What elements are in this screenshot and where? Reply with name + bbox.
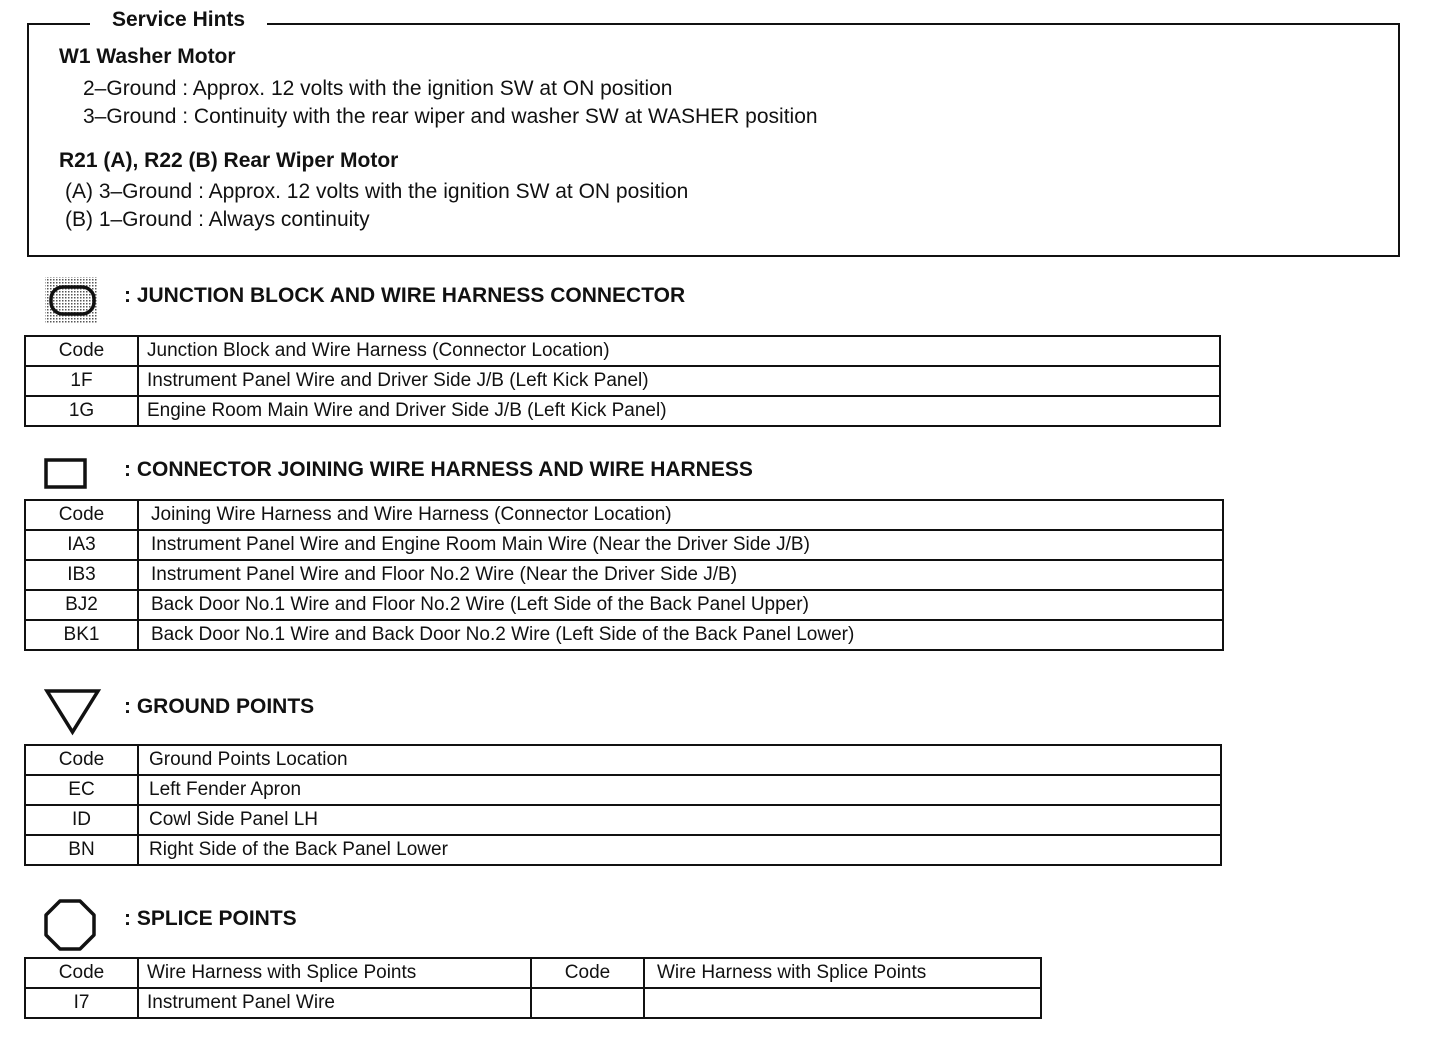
desc-cell: Instrument Panel Wire and Floor No.2 Wire (Near the Driver Side J/B) bbox=[138, 560, 1223, 590]
code-cell: ID bbox=[25, 805, 138, 835]
table-row bbox=[25, 775, 1221, 805]
connector-table bbox=[24, 499, 1224, 651]
desc-header: Joining Wire Harness and Wire Harness (Connector Location) bbox=[138, 500, 1223, 530]
code-header: Code bbox=[25, 745, 138, 775]
code-cell: EC bbox=[25, 775, 138, 805]
desc-cell: Back Door No.1 Wire and Back Door No.2 Wire (Left Side of the Back Panel Lower) bbox=[138, 620, 1223, 650]
junction-section-title: : JUNCTION BLOCK AND WIRE HARNESS CONNECTOR bbox=[124, 284, 686, 307]
table-row bbox=[25, 530, 1223, 560]
table-header-row bbox=[25, 958, 1041, 988]
table-header-row bbox=[25, 336, 1220, 366]
w1-heading: W1 Washer Motor bbox=[59, 45, 236, 68]
table-row bbox=[25, 835, 1221, 865]
desc-cell bbox=[644, 988, 1041, 1018]
desc-cell: Left Fender Apron bbox=[138, 775, 1221, 805]
code-cell: IA3 bbox=[25, 530, 138, 560]
desc-header: Ground Points Location bbox=[138, 745, 1221, 775]
code-cell: I7 bbox=[25, 988, 138, 1018]
splice-table bbox=[24, 957, 1042, 1019]
table-row bbox=[25, 560, 1223, 590]
desc-cell: Instrument Panel Wire and Driver Side J/B (Left Kick Panel) bbox=[138, 366, 1220, 396]
code-cell: BJ2 bbox=[25, 590, 138, 620]
code-cell: BN bbox=[25, 835, 138, 865]
splice-octagon-icon bbox=[43, 898, 97, 952]
w1-line-2: 3–Ground : Continuity with the rear wiper and washer SW at WASHER position bbox=[83, 105, 818, 128]
code-cell: IB3 bbox=[25, 560, 138, 590]
r21-line-1: (A) 3–Ground : Approx. 12 volts with the ignition SW at ON position bbox=[65, 180, 689, 203]
desc-cell: Engine Room Main Wire and Driver Side J/B (Left Kick Panel) bbox=[138, 396, 1220, 426]
r21-line-2: (B) 1–Ground : Always continuity bbox=[65, 208, 370, 231]
ground-triangle-icon bbox=[44, 688, 102, 736]
desc-cell: Right Side of the Back Panel Lower bbox=[138, 835, 1221, 865]
code-header: Code bbox=[531, 958, 644, 988]
ground-section-title: : GROUND POINTS bbox=[124, 695, 315, 718]
desc-header: Wire Harness with Splice Points bbox=[644, 958, 1041, 988]
desc-cell: Cowl Side Panel LH bbox=[138, 805, 1221, 835]
code-header: Code bbox=[25, 958, 138, 988]
desc-cell: Back Door No.1 Wire and Floor No.2 Wire (Left Side of the Back Panel Upper) bbox=[138, 590, 1223, 620]
junction-table bbox=[24, 335, 1221, 427]
code-cell bbox=[531, 988, 644, 1018]
table-row bbox=[25, 988, 1041, 1018]
ground-table bbox=[24, 744, 1222, 866]
table-row bbox=[25, 366, 1220, 396]
code-cell: BK1 bbox=[25, 620, 138, 650]
table-row bbox=[25, 805, 1221, 835]
code-cell: 1G bbox=[25, 396, 138, 426]
code-header: Code bbox=[25, 500, 138, 530]
connector-square-icon bbox=[44, 458, 88, 490]
code-header: Code bbox=[25, 336, 138, 366]
splice-section-title: : SPLICE POINTS bbox=[124, 907, 297, 930]
table-row bbox=[25, 590, 1223, 620]
desc-header: Junction Block and Wire Harness (Connector Location) bbox=[138, 336, 1220, 366]
table-row bbox=[25, 620, 1223, 650]
table-header-row bbox=[25, 745, 1221, 775]
connector-section-title: : CONNECTOR JOINING WIRE HARNESS AND WIRE HARNESS bbox=[124, 458, 753, 481]
r21-heading: R21 (A), R22 (B) Rear Wiper Motor bbox=[59, 149, 399, 172]
w1-line-1: 2–Ground : Approx. 12 volts with the ignition SW at ON position bbox=[83, 77, 673, 100]
desc-header: Wire Harness with Splice Points bbox=[138, 958, 531, 988]
junction-block-icon bbox=[44, 276, 100, 326]
code-cell: 1F bbox=[25, 366, 138, 396]
table-header-row bbox=[25, 500, 1223, 530]
desc-cell: Instrument Panel Wire and Engine Room Main Wire (Near the Driver Side J/B) bbox=[138, 530, 1223, 560]
service-hints-title: Service Hints bbox=[90, 8, 267, 32]
table-row bbox=[25, 396, 1220, 426]
desc-cell: Instrument Panel Wire bbox=[138, 988, 531, 1018]
